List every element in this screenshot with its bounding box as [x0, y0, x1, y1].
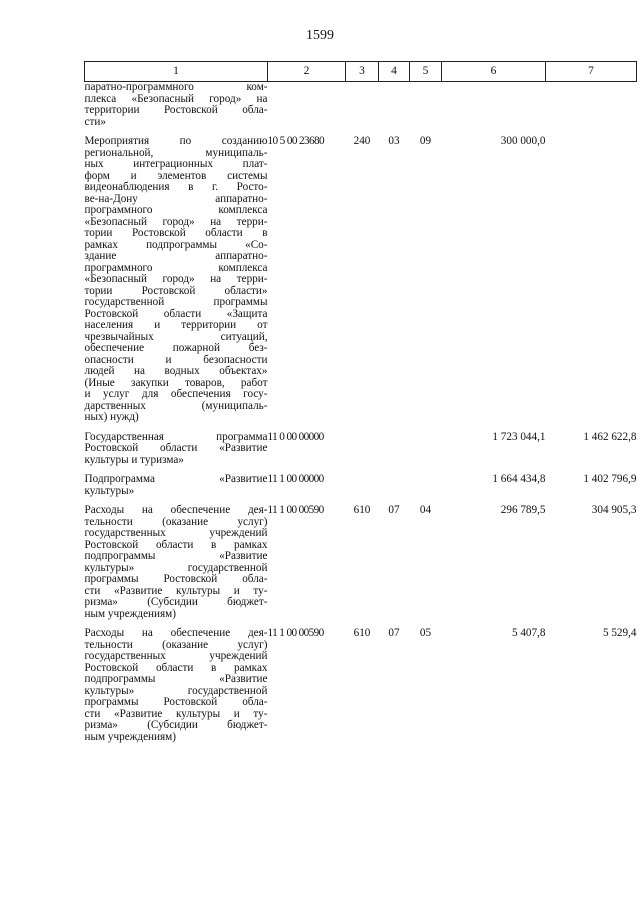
description-line: (Иные закупки товаров, работ — [84, 376, 268, 389]
header-col-5: 5 — [410, 62, 442, 82]
description-line: плекса «Безопасный город» на — [84, 92, 268, 105]
description-line: Ростовской области в рамках — [84, 538, 268, 551]
description-line: паратно-программного ком- — [84, 81, 268, 93]
description-line: «Безопасный город» на терри- — [84, 273, 268, 285]
description-line: здание аппаратно- — [84, 250, 268, 262]
table-row — [85, 466, 637, 497]
description-line: сти» — [84, 115, 106, 128]
description-line: ризма» (Субсидии бюджет- — [84, 596, 268, 608]
description-line: ным учреждениям) — [84, 730, 176, 743]
description-cell — [85, 424, 268, 467]
description-cell — [85, 497, 268, 620]
description-line: дарственных (муниципаль- — [84, 399, 268, 412]
description-cell — [85, 466, 268, 497]
description-line: Мероприятия по созданию — [84, 135, 268, 147]
amount-1-cell: 5 407,8 — [511, 627, 546, 639]
description-cell — [85, 82, 268, 129]
description-line: Расходы на обеспечение дея- — [84, 627, 268, 639]
description-line: культуры и туризма» — [84, 453, 184, 466]
code-cell: 10 5 00 23680 — [267, 135, 325, 147]
table-row — [85, 128, 637, 424]
description-line: государственной программы — [84, 296, 268, 308]
description-line: территории Ростовской обла- — [84, 104, 268, 116]
expense-type-cell: 610 — [353, 504, 371, 516]
description-line: форм и элементов системы — [84, 169, 268, 182]
code-cell — [268, 82, 346, 129]
code-cell: 11 1 00 00590 — [267, 504, 324, 516]
description-line: и услуг для обеспечения госу- — [84, 388, 268, 400]
subsection-cell: 09 — [419, 135, 432, 147]
amount-1-cell: 300 000,0 — [500, 135, 546, 147]
section-cell — [379, 424, 410, 467]
section-cell — [379, 466, 410, 497]
amount-2-cell — [546, 128, 637, 424]
amount-2-cell: 1 462 622,8 — [583, 430, 637, 443]
description-line: ным учреждениям) — [84, 607, 176, 620]
description-line: населения и территории от — [84, 319, 268, 331]
description-line: рамках подпрограммы «Со- — [84, 238, 268, 251]
amount-2-cell: 1 402 796,9 — [583, 473, 637, 485]
amount-1-cell: 1 723 044,1 — [492, 430, 546, 443]
description-line: тельности (оказание услуг) — [84, 515, 268, 528]
description-line: государственных учреждений — [84, 527, 268, 539]
description-line: тории Ростовской области» — [84, 284, 268, 297]
header-col-3: 3 — [346, 62, 379, 82]
code-cell: 11 1 00 00000 — [267, 473, 324, 485]
header-col-7: 7 — [546, 62, 637, 82]
description-line: тельности (оказание услуг) — [84, 638, 268, 651]
amount-1-cell — [442, 82, 546, 129]
description-line: программы Ростовской обла- — [84, 696, 268, 708]
description-line: Государственная программа — [84, 430, 268, 443]
description-line: опасности и безопасности — [84, 353, 268, 366]
expense-type-cell: 240 — [353, 135, 371, 147]
section-cell — [379, 82, 410, 129]
amount-1-cell: 1 664 434,8 — [492, 473, 546, 485]
table-row — [85, 424, 637, 467]
description-line: сти «Развитие культуры и ту- — [84, 584, 268, 597]
table-row — [85, 620, 637, 743]
header-col-6: 6 — [442, 62, 546, 82]
description-line: ных) нужд) — [84, 411, 139, 423]
description-line: программы Ростовской обла- — [84, 573, 268, 585]
subsection-cell — [410, 424, 442, 467]
section-cell: 03 — [388, 135, 400, 147]
description-line: «Безопасный город» на терри- — [84, 215, 268, 228]
description-line: культуры» государственной — [84, 561, 268, 574]
description-line: подпрограммы «Развитие — [84, 550, 268, 562]
description-line: тории Ростовской области в — [84, 227, 268, 239]
description-line: ве-на-Дону аппаратно- — [84, 192, 268, 205]
subsection-cell — [410, 82, 442, 129]
description-line: сти «Развитие культуры и ту- — [84, 707, 268, 720]
expense-type-cell — [346, 82, 379, 129]
description-line: Расходы на обеспечение дея- — [84, 504, 268, 516]
description-line: ризма» (Субсидии бюджет- — [84, 719, 268, 731]
amount-2-cell: 304 905,3 — [591, 504, 637, 516]
description-line: программного комплекса — [84, 261, 268, 274]
description-line: региональной, муниципаль- — [84, 146, 268, 159]
table-row — [85, 82, 637, 129]
description-cell — [85, 128, 268, 424]
amount-2-cell: 5 529,4 — [602, 627, 637, 639]
subsection-cell: 05 — [419, 627, 432, 639]
code-cell: 11 1 00 00590 — [267, 627, 324, 639]
description-line: Ростовской области в рамках — [84, 661, 268, 674]
code-cell: 11 0 00 00000 — [267, 430, 324, 443]
expense-type-cell — [346, 424, 379, 467]
expense-type-cell — [346, 466, 379, 497]
page-number: 1599 — [306, 28, 334, 43]
budget-table — [84, 61, 637, 743]
description-line: Ростовской области «Защита — [84, 307, 268, 320]
description-line: культуры» — [84, 484, 135, 497]
subsection-cell — [410, 466, 442, 497]
description-line: обеспечение пожарной без- — [84, 342, 268, 354]
description-line: программного комплекса — [84, 204, 268, 216]
amount-2-cell — [546, 82, 637, 129]
table-row — [85, 497, 637, 620]
description-line: подпрограммы «Развитие — [84, 673, 268, 685]
description-line: культуры» государственной — [84, 684, 268, 697]
description-line: Ростовской области «Развитие — [84, 442, 268, 454]
section-cell: 07 — [388, 504, 400, 516]
description-line: чрезвычайных ситуаций, — [84, 330, 268, 343]
header-row — [85, 62, 637, 82]
description-line: видеонаблюдения в г. Росто- — [84, 181, 268, 193]
table-body — [85, 82, 637, 744]
section-cell: 07 — [388, 627, 400, 639]
description-line: людей на водных объектах» — [84, 365, 268, 377]
subsection-cell: 04 — [419, 504, 432, 516]
description-line: ных интеграционных плат- — [84, 158, 268, 170]
header-col-4: 4 — [379, 62, 410, 82]
description-line: Подпрограмма «Развитие — [84, 473, 268, 485]
description-cell — [85, 620, 268, 743]
description-line: государственных учреждений — [84, 650, 268, 662]
amount-1-cell: 296 789,5 — [500, 504, 546, 516]
expense-type-cell: 610 — [353, 627, 371, 639]
header-col-2: 2 — [268, 62, 346, 82]
header-col-1: 1 — [85, 62, 268, 82]
